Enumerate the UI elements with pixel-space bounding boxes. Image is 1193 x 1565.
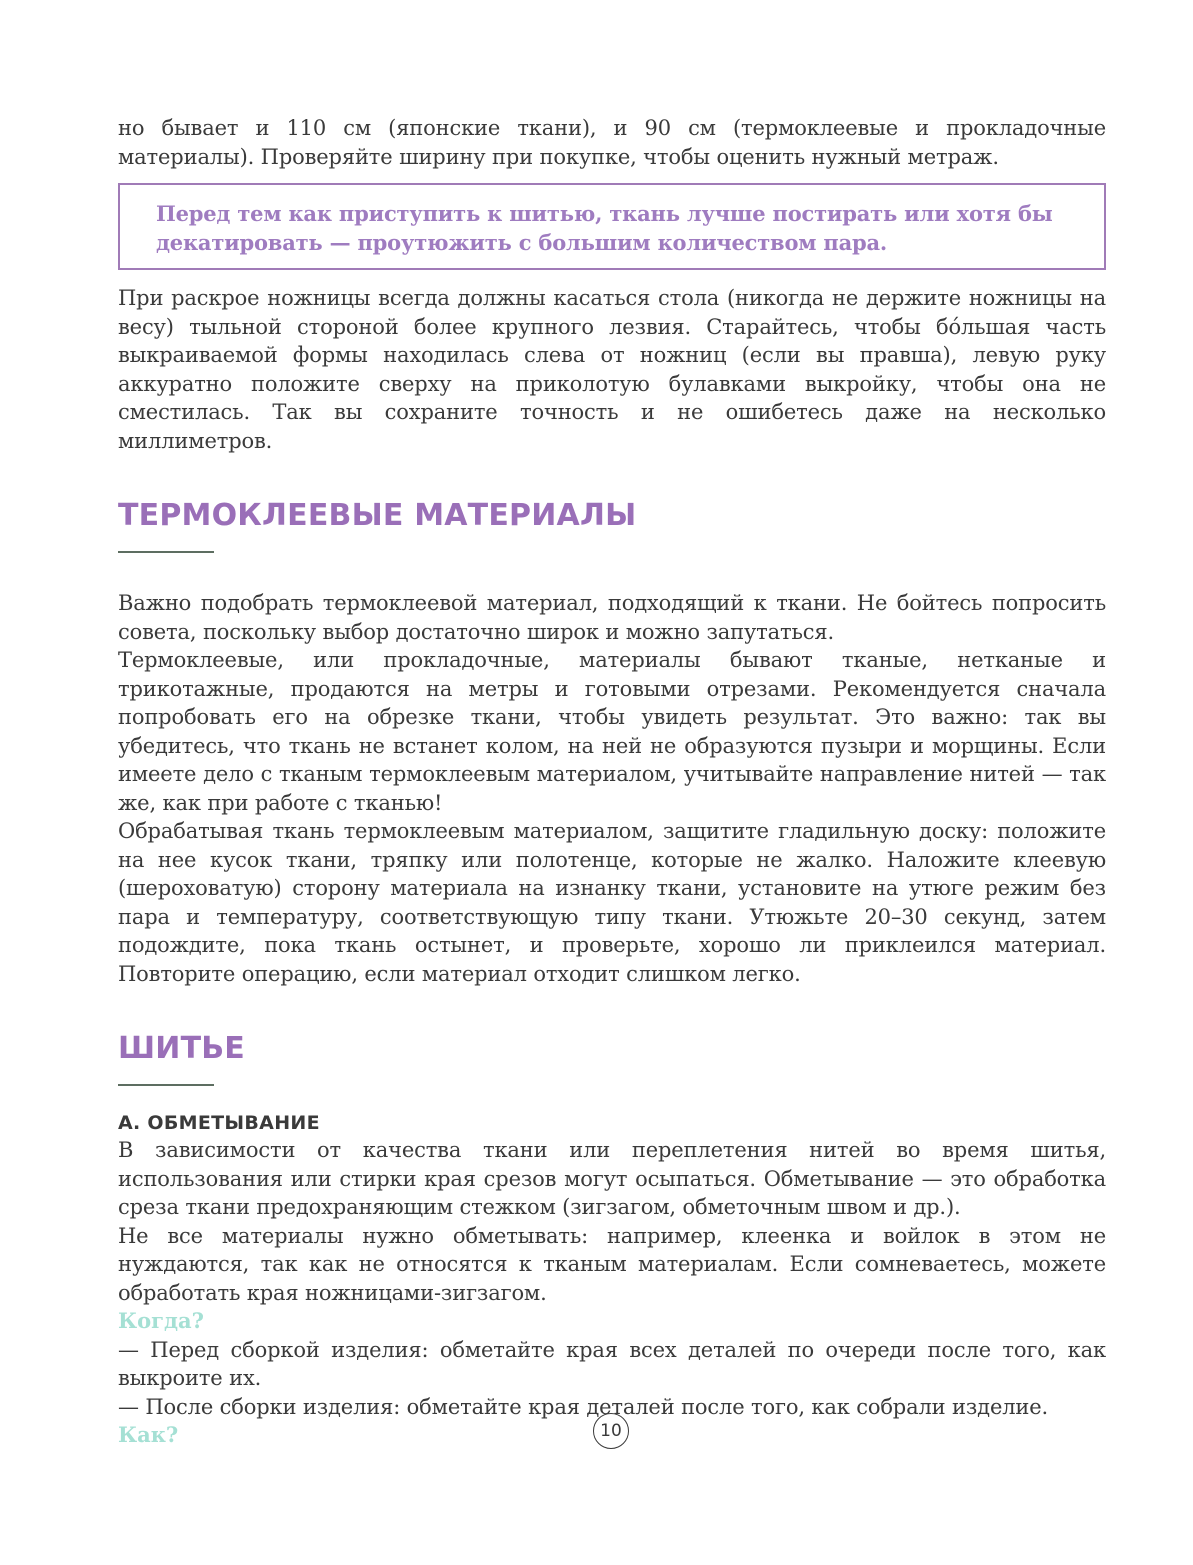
when-label: Когда?	[118, 1308, 204, 1333]
heading-rule-sewing	[118, 1084, 214, 1086]
cutting-paragraph: При раскрое ножницы всегда должны касаться стола (никогда не держите ножницы на весу) тыльной стороной более крупного лезвия. Старайтесь, чтобы бóльшая часть выкраиваемой формы находилась слева от ножниц (если вы правша), левую руку аккуратно положите сверху на приколотую булавками выкройку, чтобы она не сместилась. Так вы сохраните точность и не ошибетесь даже на несколько миллиметров.	[118, 286, 1106, 453]
tip-text: Перед тем как приступить к шитью, ткань лучше постирать или хотя бы декатировать — проутюжить с большим количеством пара.	[156, 201, 1053, 255]
subheading-overcasting: А. ОБМЕТЫВАНИЕ	[118, 1112, 320, 1134]
thermo-paragraph-2: Термоклеевые, или прокладочные, материалы бывают тканые, нетканые и трикотажные, продаются на метры и готовыми отрезами. Рекомендуется сначала попробовать его на обрезке ткани, чтобы увидеть результат. Это важно: так вы убедитесь, что ткань не встанет колом, на ней не образуются пузыри и морщины. Если имеете дело с тканым термоклеевым материалом, учитывайте направление нитей — так же, как при работе с тканью!	[118, 648, 1106, 815]
section-heading-thermo: ТЕРМОКЛЕЕВЫЕ МАТЕРИАЛЫ	[118, 498, 637, 533]
sewing-paragraph-1: В зависимости от качества ткани или переплетения нитей во время шитья, использования или стирки края срезов могут осыпаться. Обметывание — это обработка среза ткани предохраняющим стежком (зигзагом, обметочным швом и др.).	[118, 1138, 1106, 1219]
when-item-1: — Перед сборкой изделия: обметайте края всех деталей по очереди после того, как выкроите их.	[118, 1337, 1106, 1390]
section-heading-sewing: ШИТЬЕ	[118, 1031, 245, 1066]
intro-paragraph: но бывает и 110 см (японские ткани), и 90 см (термоклеевые и прокладочные материалы). Проверяйте ширину при покупке, чтобы оценить нужный метраж.	[118, 116, 1106, 169]
thermo-paragraph-1: Важно подобрать термоклеевой материал, подходящий к ткани. Не бойтесь попросить совета, поскольку выбор достаточно широк и можно запутаться.	[118, 591, 1106, 644]
how-label: Как?	[118, 1422, 179, 1447]
heading-rule-thermo	[118, 551, 214, 553]
when-item-2: — После сборки изделия: обметайте края деталей после того, как собрали изделие.	[118, 1394, 1049, 1419]
sewing-paragraph-2: Не все материалы нужно обметывать: например, клеенка и войлок в этом не нуждаются, так как не относятся к тканым материалам. Если сомневаетесь, можете обработать края ножницами-зигзагом.	[118, 1223, 1106, 1305]
thermo-paragraph-3: Обрабатывая ткань термоклеевым материалом, защитите гладильную доску: положите на нее кусок ткани, тряпку или полотенце, которые не жалко. Наложите клеевую (шероховатую) сторону материала на изнанку ткани, установите на утюге режим без пара и температуру, соответствующую типу ткани. Утюжьте 20–30 секунд, затем подождите, пока ткань остынет, и проверьте, хорошо ли приклеился материал. Повторите операцию, если материал отходит слишком легко.	[118, 819, 1106, 986]
page-content	[118, 114, 1106, 1450]
tip-box	[118, 183, 1106, 270]
page-number: 10	[593, 1413, 629, 1449]
